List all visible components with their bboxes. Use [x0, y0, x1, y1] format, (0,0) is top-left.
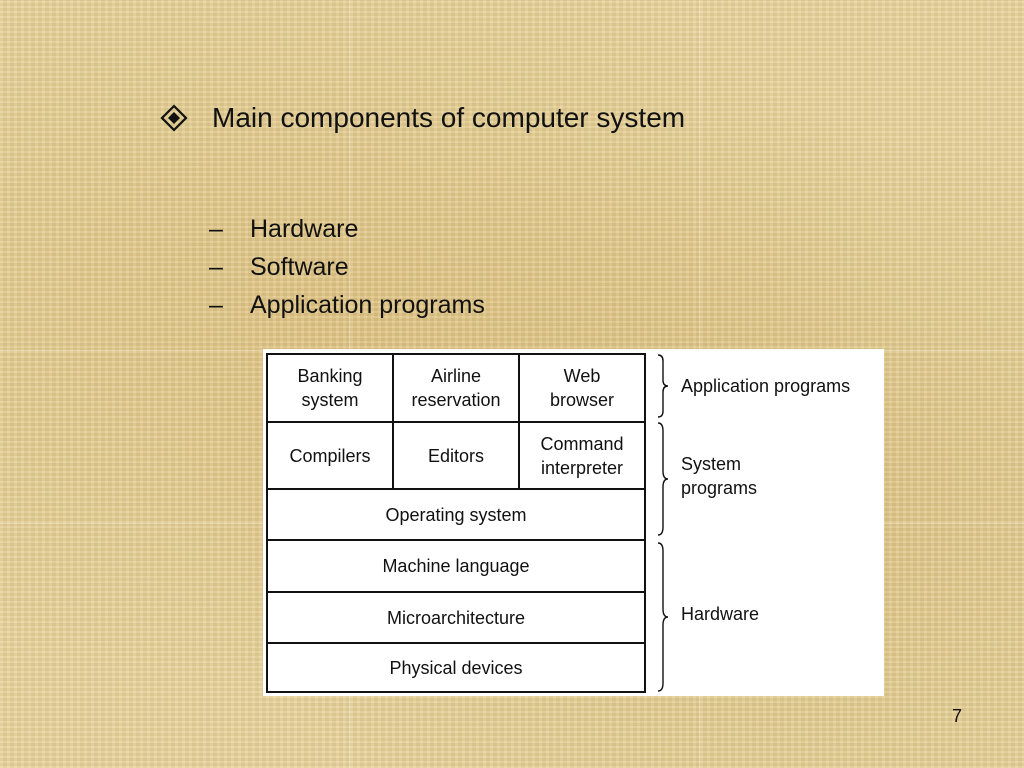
hardware-brace-icon	[656, 541, 670, 693]
application-programs-brace-icon	[656, 353, 670, 419]
dash-bullet-icon: –	[209, 252, 223, 281]
cell-physical-devices: Physical devices	[268, 642, 644, 691]
sub-bullet-label: Application programs	[250, 290, 485, 319]
dash-bullet-icon: –	[209, 290, 223, 319]
system-programs-brace-icon	[656, 421, 670, 537]
label-system-programs: System programs	[681, 454, 758, 498]
cell-machine-language: Machine language	[268, 539, 644, 591]
slide-heading: Main components of computer system	[212, 102, 686, 133]
cell-command-interpreter: Command interpreter	[520, 421, 644, 488]
sub-bullet-list	[208, 210, 485, 324]
cell-microarchitecture: Microarchitecture	[268, 591, 644, 642]
cell-banking-system: Banking system	[268, 355, 394, 421]
cell-editors: Editors	[394, 421, 520, 488]
main-bullet	[160, 102, 685, 134]
cell-compilers: Compilers	[268, 421, 394, 488]
page-number: 7	[951, 706, 962, 726]
cell-web-browser: Web browser	[549, 366, 615, 410]
layers-grid	[266, 353, 646, 693]
dash-bullet-icon: –	[209, 214, 223, 243]
label-application-programs: Application programs	[681, 376, 851, 396]
sub-bullet-label: Hardware	[250, 214, 359, 243]
sub-bullet-label: Software	[250, 252, 349, 281]
sub-bullet-software	[208, 248, 485, 286]
diamond-bullet-icon	[160, 104, 188, 132]
layers-diagram	[263, 349, 884, 696]
sub-bullet-hardware	[208, 210, 485, 248]
cell-airline-reservation: Airline reservation	[394, 355, 520, 421]
label-hardware: Hardware	[681, 604, 760, 624]
sub-bullet-application-programs	[208, 286, 485, 324]
cell-operating-system: Operating system	[268, 488, 644, 539]
